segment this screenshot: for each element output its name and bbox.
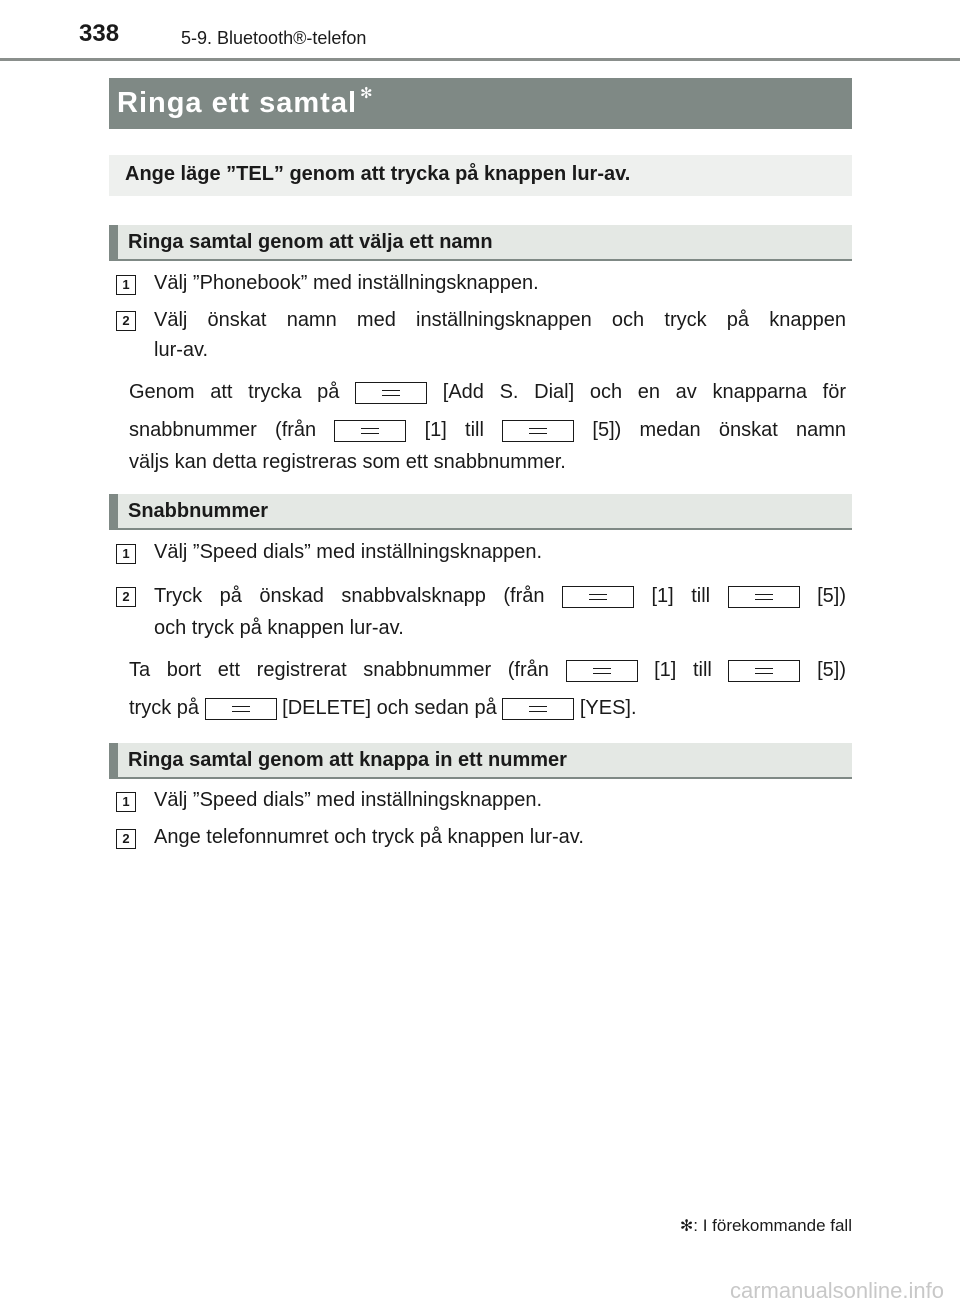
selector-button-icon	[205, 698, 277, 720]
step-text: [5])	[817, 585, 847, 607]
selector-button-icon	[728, 660, 800, 682]
footnote	[680, 1216, 852, 1236]
watermark: carmanualsonline.info	[729, 1278, 944, 1303]
note-text: [YES].	[579, 697, 637, 719]
note-text: [DELETE] och sedan på	[282, 697, 497, 719]
asterisk-icon: ✻	[679, 1218, 694, 1235]
step-number: 2	[116, 311, 136, 331]
note-text: Genom att trycka på	[129, 381, 340, 403]
note-text: [1] till	[654, 659, 712, 681]
step-number: 1	[116, 792, 136, 812]
selector-button-icon	[502, 420, 574, 442]
step-text: Tryck på önskad snabbvalsknapp (från	[154, 585, 545, 607]
asterisk-icon: ✻	[360, 85, 373, 102]
step-line	[154, 581, 846, 611]
note-text: snabbnummer (från	[129, 419, 317, 441]
step-text-continued: och tryck på knappen lur-av.	[154, 617, 404, 639]
section-heading-name: Ringa samtal genom att välja ett namn	[109, 225, 852, 261]
step-text-continued: lur-av.	[154, 339, 209, 361]
selector-button-icon	[728, 586, 800, 608]
intro-box: Ange läge ”TEL” genom att trycka på knappen lur-av.	[109, 155, 852, 196]
note-line	[129, 415, 846, 445]
step-number: 2	[116, 587, 136, 607]
note-text: tryck på	[129, 697, 200, 719]
step-number: 2	[116, 829, 136, 849]
footnote-text: : I förekommande fall	[693, 1216, 852, 1235]
step-text: Välj ”Speed dials” med inställningsknappen.	[154, 789, 543, 811]
step-number: 1	[116, 275, 136, 295]
step-number: 1	[116, 544, 136, 564]
note-text: [Add S. Dial] och en av knapparna för	[442, 381, 846, 403]
note-text: [1] till	[424, 419, 484, 441]
step-text: [1] till	[651, 585, 711, 607]
note-line	[129, 655, 846, 685]
selector-button-icon	[502, 698, 574, 720]
selector-button-icon	[355, 382, 427, 404]
note-text: [5]) medan önskat namn	[592, 419, 847, 441]
selector-button-icon	[566, 660, 638, 682]
note-text: Ta bort ett registrerat snabbnummer (från	[129, 659, 549, 681]
note-line	[129, 693, 637, 723]
page-number: 338	[79, 20, 120, 47]
note-text: [5])	[817, 659, 847, 681]
step-text: Välj ”Phonebook” med inställningsknappen.	[154, 272, 539, 294]
header-rule	[0, 58, 960, 61]
step-text: Välj önskat namn med inställningsknappen och tryck på knappen	[154, 309, 846, 331]
page-title: Ringa ett samtal	[117, 87, 357, 119]
step-text: Välj ”Speed dials” med inställningsknappen.	[154, 541, 543, 563]
note-line	[129, 377, 846, 407]
step-text: Ange telefonnumret och tryck på knappen lur-av.	[154, 826, 584, 848]
title-banner	[109, 78, 852, 129]
selector-button-icon	[334, 420, 406, 442]
selector-button-icon	[562, 586, 634, 608]
note-text: väljs kan detta registreras som ett snabbnummer.	[129, 451, 566, 473]
section-heading-speed-dial: Snabbnummer	[109, 494, 852, 530]
section-heading-enter-number: Ringa samtal genom att knappa in ett nummer	[109, 743, 852, 779]
section-reference: 5-9. Bluetooth®-telefon	[181, 28, 367, 48]
